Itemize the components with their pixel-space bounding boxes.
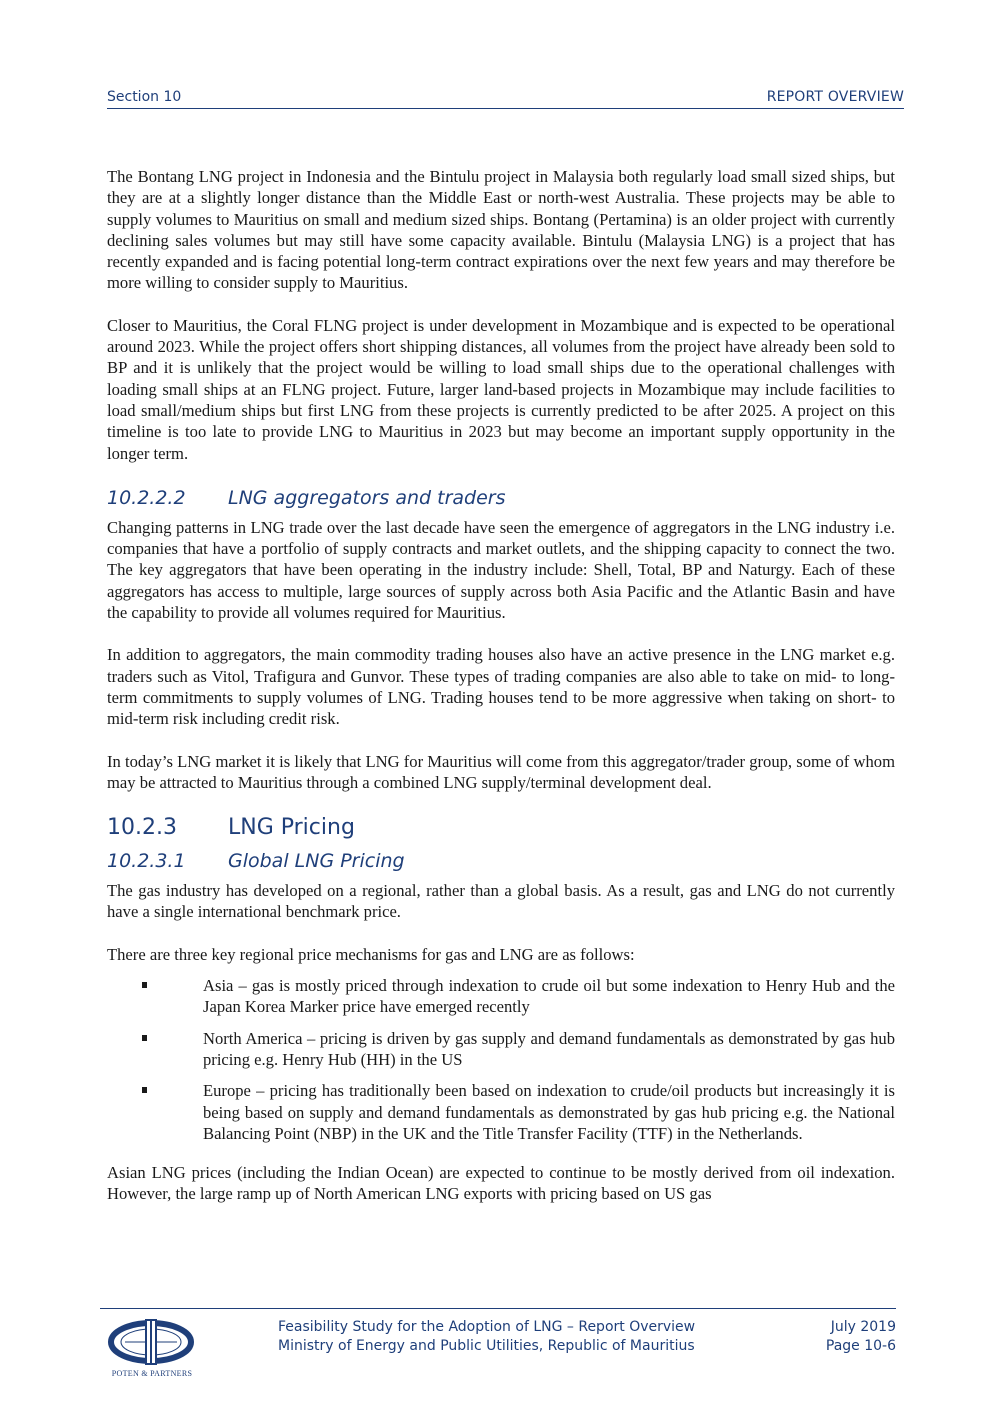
bullet-square-icon bbox=[142, 1035, 147, 1041]
heading-title: Global LNG Pricing bbox=[228, 850, 405, 873]
section-label: Section 10 bbox=[107, 89, 182, 105]
heading-title: LNG aggregators and traders bbox=[228, 486, 506, 509]
paragraph-asian-lng-prices: Asian LNG prices (including the Indian Ocean) are expected to continue to be mostly derived from oil indexation. However, the large ramp up of North American LNG exports with pricing based on US gas bbox=[107, 1163, 895, 1204]
heading-number: 10.2.3 bbox=[107, 815, 177, 841]
footer-line-1: Feasibility Study for the Adoption of LNG – Report Overview bbox=[278, 1319, 696, 1335]
list-item bbox=[107, 1028, 895, 1071]
footer-date: July 2019 bbox=[830, 1319, 896, 1335]
logo-caption: POTEN & PARTNERS bbox=[111, 1369, 193, 1378]
footer-line-2: Ministry of Energy and Public Utilities, Republic of Mauritius bbox=[278, 1338, 695, 1354]
footer-page-number: Page 10-6 bbox=[825, 1338, 896, 1354]
footer-divider bbox=[100, 1308, 896, 1309]
paragraph-coral-flng: Closer to Mauritius, the Coral FLNG project is under development in Mozambique and is expected to be operational around 2023. While the project offers short shipping distances, all volumes from the project have already been sold to BP and it is unlikely that the project would be willing to load small ships due to the operational challenges with loading small ships at an FLNG project. Future, larger land-based projects in Mozambique may include facilities to load small/medium ships but first LNG from these projects is currently predicted to be after 2025. A project on this timeline is too late to provide LNG to Mauritius in 2023 but may become an important supply opportunity in the longer term. bbox=[107, 315, 895, 463]
report-title-label: REPORT OVERVIEW bbox=[766, 89, 904, 105]
paragraph-gas-industry: The gas industry has developed on a regional, rather than a global basis. As a result, gas and LNG do not currently have a single international benchmark price. bbox=[107, 881, 895, 922]
footer-document-title bbox=[278, 1318, 748, 1356]
heading-number: 10.2.3.1 bbox=[107, 850, 186, 873]
bullet-square-icon bbox=[142, 1087, 147, 1093]
heading-10-2-3-1 bbox=[107, 848, 895, 874]
paragraph-price-mechanisms-intro: There are three key regional price mechanisms for gas and LNG are as follows: bbox=[107, 944, 635, 964]
heading-number: 10.2.2.2 bbox=[107, 486, 186, 509]
list-item-text: Europe – pricing has traditionally been based on indexation to crude/oil products but increasingly it is being based on supply and demand fundamentals as demonstrated by gas hub pricing e.g. the National Balancing Point (NBP) in the UK and the Title Transfer Facility (TTF) in the Netherlands. bbox=[203, 1081, 895, 1143]
price-mechanism-list bbox=[107, 975, 895, 1144]
paragraph-bontang-bintulu: The Bontang LNG project in Indonesia and the Bintulu project in Malaysia both regularly load small sized ships, but they are at a slightly longer distance than the Middle East or north-west Australia. These projects may be able to supply volumes to Mauritius on small and medium sized ships. Bontang (Pertamina) is an older project with currently declining sales volumes but may still have some capacity available. Bintulu (Malaysia LNG) is a project that has recently expanded and is facing potential long-term contract expirations over the next few years and may therefore be more willing to consider supply to Mauritius. bbox=[107, 167, 895, 293]
main-content bbox=[107, 166, 895, 1226]
paragraph-aggregators: Changing patterns in LNG trade over the last decade have seen the emergence of aggregators in the LNG industry i.e. companies that have a portfolio of supply contracts and market outlets, and the shipping capacity to connect the two. The key aggregators that have been operating in the industry include: Shell, Total, BP and Naturgy. Each of these aggregators has access to multiple, large sources of supply across both Asia Pacific and the Atlantic Basin and have the capability to provide all volumes required for Mauritius. bbox=[107, 517, 895, 623]
paragraph-today-market: In today’s LNG market it is likely that LNG for Mauritius will come from this aggregator/trader group, some of whom may be attracted to Mauritius through a combined LNG supply/terminal development deal. bbox=[107, 751, 895, 792]
list-item-text: Asia – gas is mostly priced through indexation to crude oil but some indexation to Henry Hub and the Japan Korea Marker price have emerged recently bbox=[203, 976, 895, 1017]
list-item bbox=[107, 975, 895, 1018]
heading-title: LNG Pricing bbox=[228, 815, 355, 841]
heading-10-2-3 bbox=[107, 814, 895, 842]
page-header bbox=[107, 88, 904, 109]
bullet-square-icon bbox=[142, 982, 147, 988]
footer-meta bbox=[826, 1318, 896, 1356]
heading-10-2-2-2 bbox=[107, 485, 895, 511]
list-item-text: North America – pricing is driven by gas supply and demand fundamentals as demonstrated by gas hub pricing e.g. Henry Hub (HH) in the US bbox=[203, 1028, 895, 1069]
paragraph-traders: In addition to aggregators, the main commodity trading houses also have an active presence in the LNG market e.g. traders such as Vitol, Trafigura and Gunvor. These types of trading companies are also able to take on mid- to long-term commitments to supply volumes of LNG. Trading houses tend to be more aggressive when taking on short- to mid-term risk including credit risk. bbox=[107, 645, 895, 729]
list-item bbox=[107, 1080, 895, 1144]
